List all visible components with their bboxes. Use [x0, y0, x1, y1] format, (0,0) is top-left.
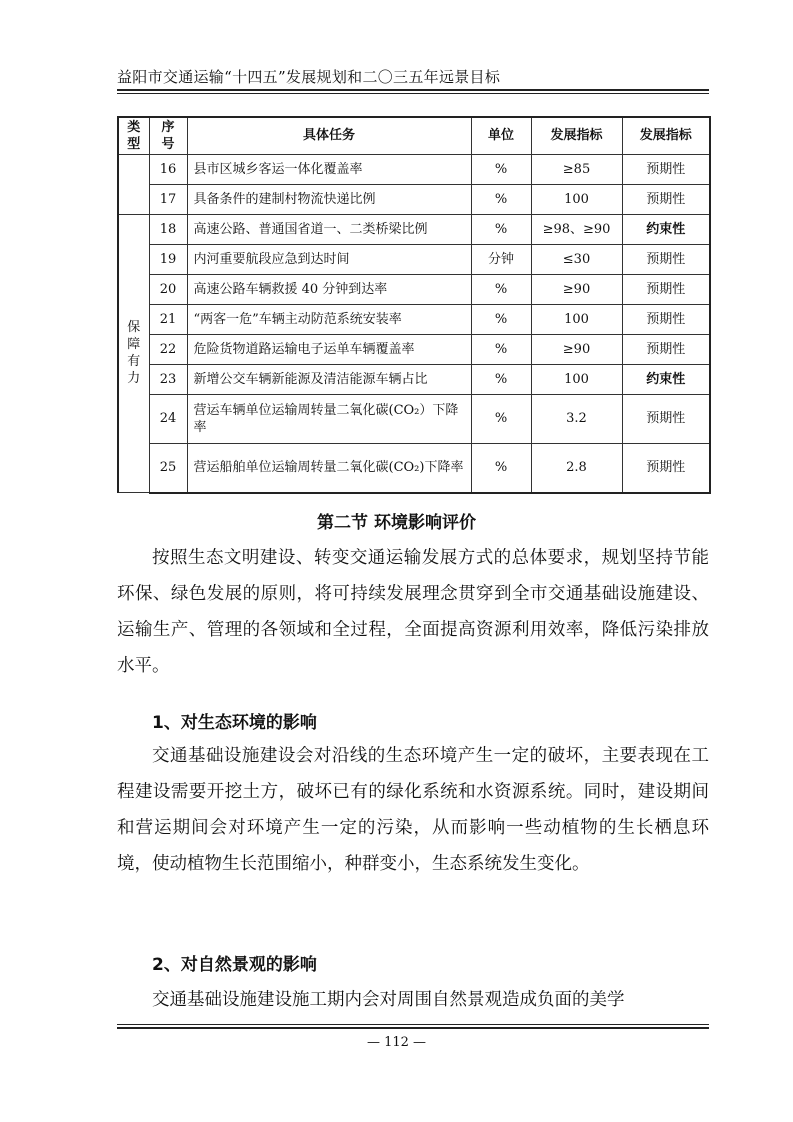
task-cell: 内河重要航段应急到达时间 — [187, 244, 471, 274]
task-cell: 具备条件的建制村物流快递比例 — [187, 184, 471, 214]
task-cell: 营运车辆单位运输周转量二氧化碳(CO₂）下降率 — [187, 394, 471, 443]
unit-cell: % — [471, 154, 531, 184]
task-cell: 县市区城乡客运一体化覆盖率 — [187, 154, 471, 184]
unit-cell: % — [471, 334, 531, 364]
nature-cell: 预期性 — [622, 154, 710, 184]
seq-cell: 21 — [149, 304, 187, 334]
table-row — [118, 274, 710, 304]
target-cell: ≥85 — [531, 154, 622, 184]
task-cell: 营运船舶单位运输周转量二氧化碳(CO₂)下降率 — [187, 443, 471, 493]
nature-cell: 预期性 — [622, 184, 710, 214]
running-header-title: 益阳市交通运输“十四五”发展规划和二〇三五年远景目标 — [117, 68, 501, 86]
unit-cell: % — [471, 274, 531, 304]
seq-cell: 20 — [149, 274, 187, 304]
seq-cell: 24 — [149, 394, 187, 443]
target-cell: 100 — [531, 184, 622, 214]
unit-cell: % — [471, 304, 531, 334]
header-rule-thick — [117, 89, 709, 91]
header-nature: 发展指标 — [622, 117, 710, 154]
target-cell: ≥90 — [531, 334, 622, 364]
nature-cell: 预期性 — [622, 443, 710, 493]
unit-cell: % — [471, 443, 531, 493]
header-target: 发展指标 — [531, 117, 622, 154]
page-number: — 112 — — [366, 1035, 427, 1050]
table-row — [118, 334, 710, 364]
indicator-table — [117, 116, 711, 494]
nature-cell: 预期性 — [622, 394, 710, 443]
target-cell: 3.2 — [531, 394, 622, 443]
nature-cell: 约束性 — [622, 364, 710, 394]
footer-rule-thick — [117, 1027, 709, 1029]
subheading-ecology: 1、对生态环境的影响 — [152, 713, 317, 733]
target-cell: 100 — [531, 304, 622, 334]
target-cell: ≥98、≥90 — [531, 214, 622, 244]
category-cell-empty — [118, 154, 149, 214]
table-row — [118, 364, 710, 394]
header-seq: 序号 — [149, 117, 187, 154]
table-row — [118, 443, 710, 493]
unit-cell: % — [471, 394, 531, 443]
task-cell: 高速公路、普通国省道一、二类桥梁比例 — [187, 214, 471, 244]
header-category: 类型 — [118, 117, 149, 154]
table-row — [118, 304, 710, 334]
task-cell: “两客一危”车辆主动防范系统安装率 — [187, 304, 471, 334]
table-row — [118, 154, 710, 184]
table-row — [118, 184, 710, 214]
task-cell: 新增公交车辆新能源及清洁能源车辆占比 — [187, 364, 471, 394]
subheading-landscape: 2、对自然景观的影响 — [152, 955, 317, 975]
seq-cell: 22 — [149, 334, 187, 364]
seq-cell: 16 — [149, 154, 187, 184]
seq-cell: 25 — [149, 443, 187, 493]
landscape-paragraph: 交通基础设施建设施工期内会对周围自然景观造成负面的美学 — [152, 990, 625, 1010]
nature-cell: 预期性 — [622, 244, 710, 274]
footer-rule-thin — [117, 1024, 709, 1025]
header-rule-thin — [117, 93, 709, 94]
section-heading: 第二节 环境影响评价 — [317, 513, 476, 533]
unit-cell: % — [471, 364, 531, 394]
header-unit: 单位 — [471, 117, 531, 154]
unit-cell: % — [471, 184, 531, 214]
ecology-paragraph: 交通基础设施建设会对沿线的生态环境产生一定的破坏，主要表现在工程建设需要开挖土方，破坏已有的绿化系统和水资源系统。同时，建设期间和营运期间会对环境产生一定的污染，从而影响一些动植物的生长栖息环境，使动植物生长范围缩小，种群变小，生态系统发生变化。 — [117, 746, 709, 874]
nature-cell: 预期性 — [622, 334, 710, 364]
task-cell: 危险货物道路运输电子运单车辆覆盖率 — [187, 334, 471, 364]
target-cell: 100 — [531, 364, 622, 394]
nature-cell: 约束性 — [622, 214, 710, 244]
unit-cell: % — [471, 214, 531, 244]
seq-cell: 23 — [149, 364, 187, 394]
nature-cell: 预期性 — [622, 274, 710, 304]
seq-cell: 19 — [149, 244, 187, 274]
unit-cell: 分钟 — [471, 244, 531, 274]
table-row — [118, 214, 710, 244]
nature-cell: 预期性 — [622, 304, 710, 334]
target-cell: 2.8 — [531, 443, 622, 493]
seq-cell: 18 — [149, 214, 187, 244]
table-row — [118, 394, 710, 443]
intro-paragraph: 按照生态文明建设、转变交通运输发展方式的总体要求，规划坚持节能环保、绿色发展的原则，将可持续发展理念贯穿到全市交通基础设施建设、运输生产、管理的各领域和全过程，全面提高资源利用效率，降低污染排放水平。 — [117, 548, 709, 676]
category-cell: 保障有力 — [118, 214, 149, 493]
target-cell: ≥90 — [531, 274, 622, 304]
task-cell: 高速公路车辆救援 40 分钟到达率 — [187, 274, 471, 304]
table-row — [118, 244, 710, 274]
target-cell: ≤30 — [531, 244, 622, 274]
seq-cell: 17 — [149, 184, 187, 214]
header-task: 具体任务 — [187, 117, 471, 154]
